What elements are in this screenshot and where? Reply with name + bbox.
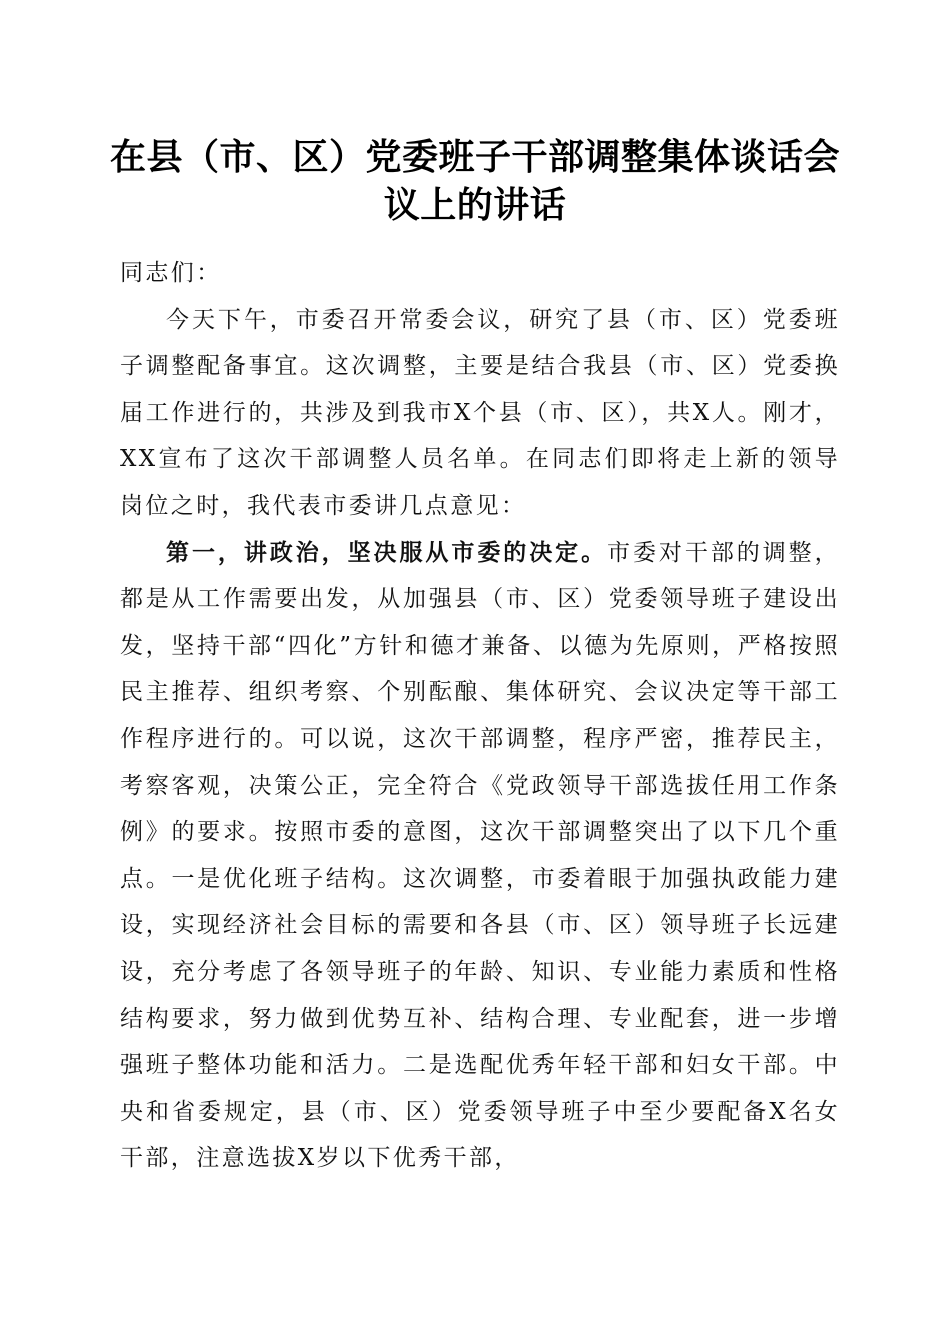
salutation: 同志们： xyxy=(120,260,222,286)
paragraph-2 xyxy=(120,530,840,1182)
document-title xyxy=(100,133,850,229)
paragraph-2-heading: 第一，讲政治，坚决服从市委的决定。 xyxy=(166,538,608,566)
title-line-1: 在县（市、区）党委班子干部调整集体谈话会 xyxy=(109,136,840,178)
title-line-2: 议上的讲话 xyxy=(383,184,567,226)
paragraph-2-body: 市委对干部的调整，都是从工作需要出发，从加强县（市、区）党委领导班子建设出发，坚持干部“四化”方针和德才兼备、以德为先原则，严格按照民主推荐、组织考察、个别酝酿、集体研究、会议决定等干部工作程序进行的。可以说，这次干部调整，程序严密，推荐民主，考察客观，决策公正，完全符合《党政领导干部选拔任用工作条例》的要求。按照市委的意图，这次干部调整突出了以下几个重点。一是优化班子结构。这次调整，市委着眼于加强执政能力建设，实现经济社会目标的需要和各县（市、区）领导班子长远建设，充分考虑了各领导班子的年龄、知识、专业能力素质和性格结构要求，努力做到优势互补、结构合理、专业配套，进一步增强班子整体功能和活力。二是选配优秀年轻干部和妇女干部。中央和省委规定，县（市、区）党委领导班子中至少要配备X名女干部，注意选拔X岁以下优秀干部， xyxy=(120,539,840,1172)
paragraph-1: 今天下午，市委召开常委会议，研究了县（市、区）党委班子调整配备事宜。这次调整，主要是结合我县（市、区）党委换届工作进行的，共涉及到我市X个县（市、区），共X人。刚才，XX宣布了这次干部调整人员名单。在同志们即将走上新的领导岗位之时，我代表市委讲几点意见： xyxy=(120,306,840,519)
document-body xyxy=(120,250,840,1182)
